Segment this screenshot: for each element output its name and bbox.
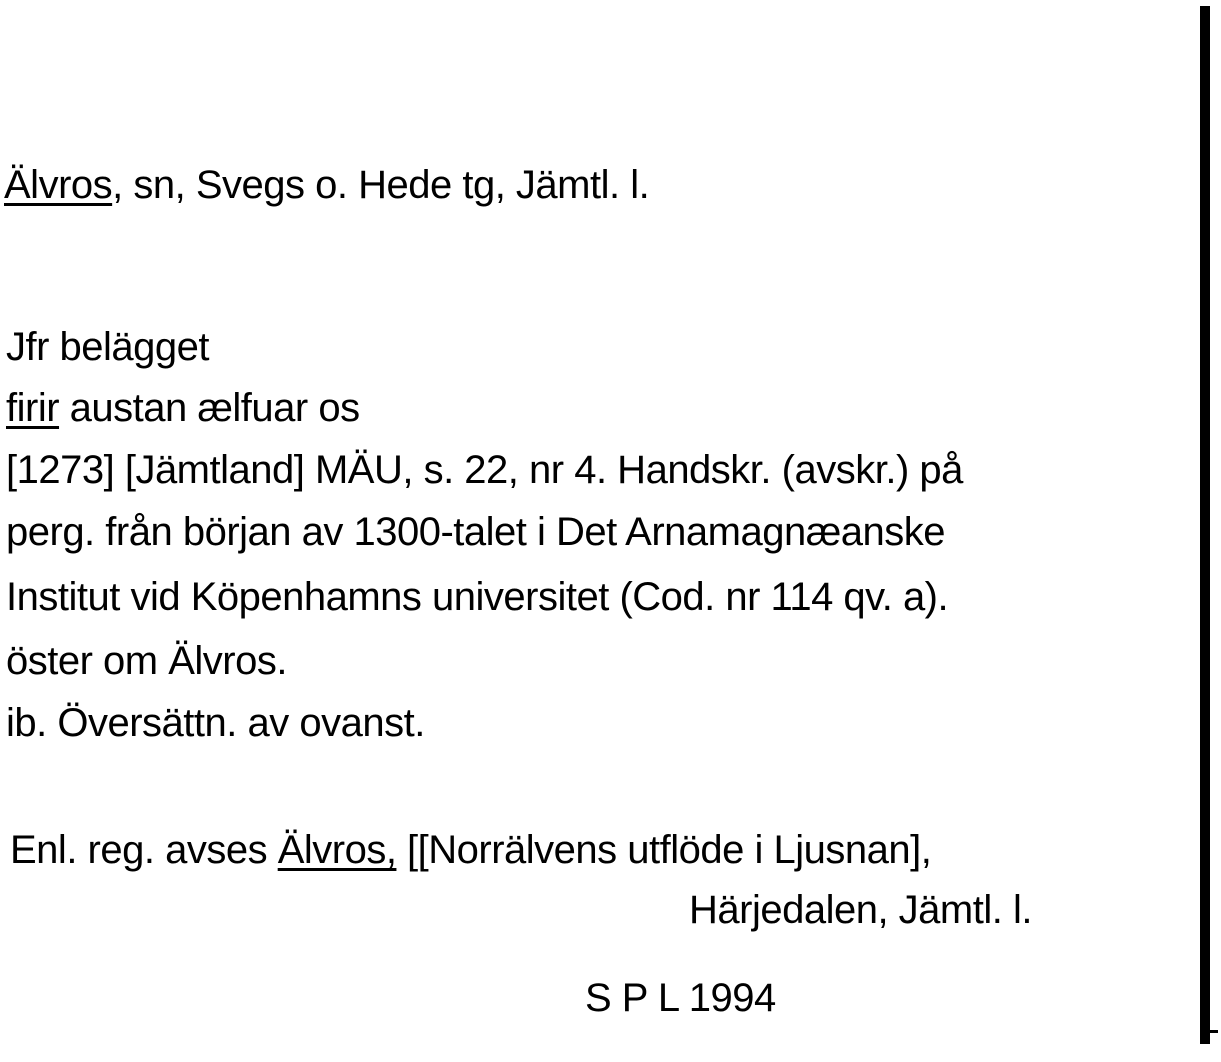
reference-intro: Jfr belägget (6, 325, 210, 369)
attested-form-rest: austan ælfuar os (59, 386, 360, 430)
translation-line: öster om Älvros. (6, 639, 287, 683)
source-line-1: [1273] [Jämtland] MÄU, s. 22, nr 4. Handskr. (avskr.) på (6, 448, 963, 492)
card-right-edge (1200, 6, 1210, 1044)
signature: S P L 1994 (585, 976, 776, 1020)
headword: Älvros (4, 163, 113, 207)
source-line-3: Institut vid Köpenhamns universitet (Cod. nr 114 qv. a). (6, 575, 949, 619)
card-edge-tick (1208, 1030, 1218, 1033)
source-line-2: perg. från början av 1300-talet i Det Arnamagnæanske (6, 510, 946, 554)
register-place: Älvros, (277, 828, 397, 872)
entry-heading (4, 165, 649, 205)
register-line-1 (10, 830, 931, 870)
ibid-line: ib. Översättn. av ovanst. (6, 701, 425, 745)
register-prefix: Enl. reg. avses (10, 828, 278, 872)
attested-form-underlined: firir (6, 386, 60, 430)
register-line-2: Härjedalen, Jämtl. l. (689, 888, 1032, 932)
register-suffix: [[Norrälvens utflöde i Ljusnan], (396, 828, 932, 872)
headword-description: , sn, Svegs o. Hede tg, Jämtl. l. (112, 163, 650, 207)
attested-form (6, 388, 360, 428)
